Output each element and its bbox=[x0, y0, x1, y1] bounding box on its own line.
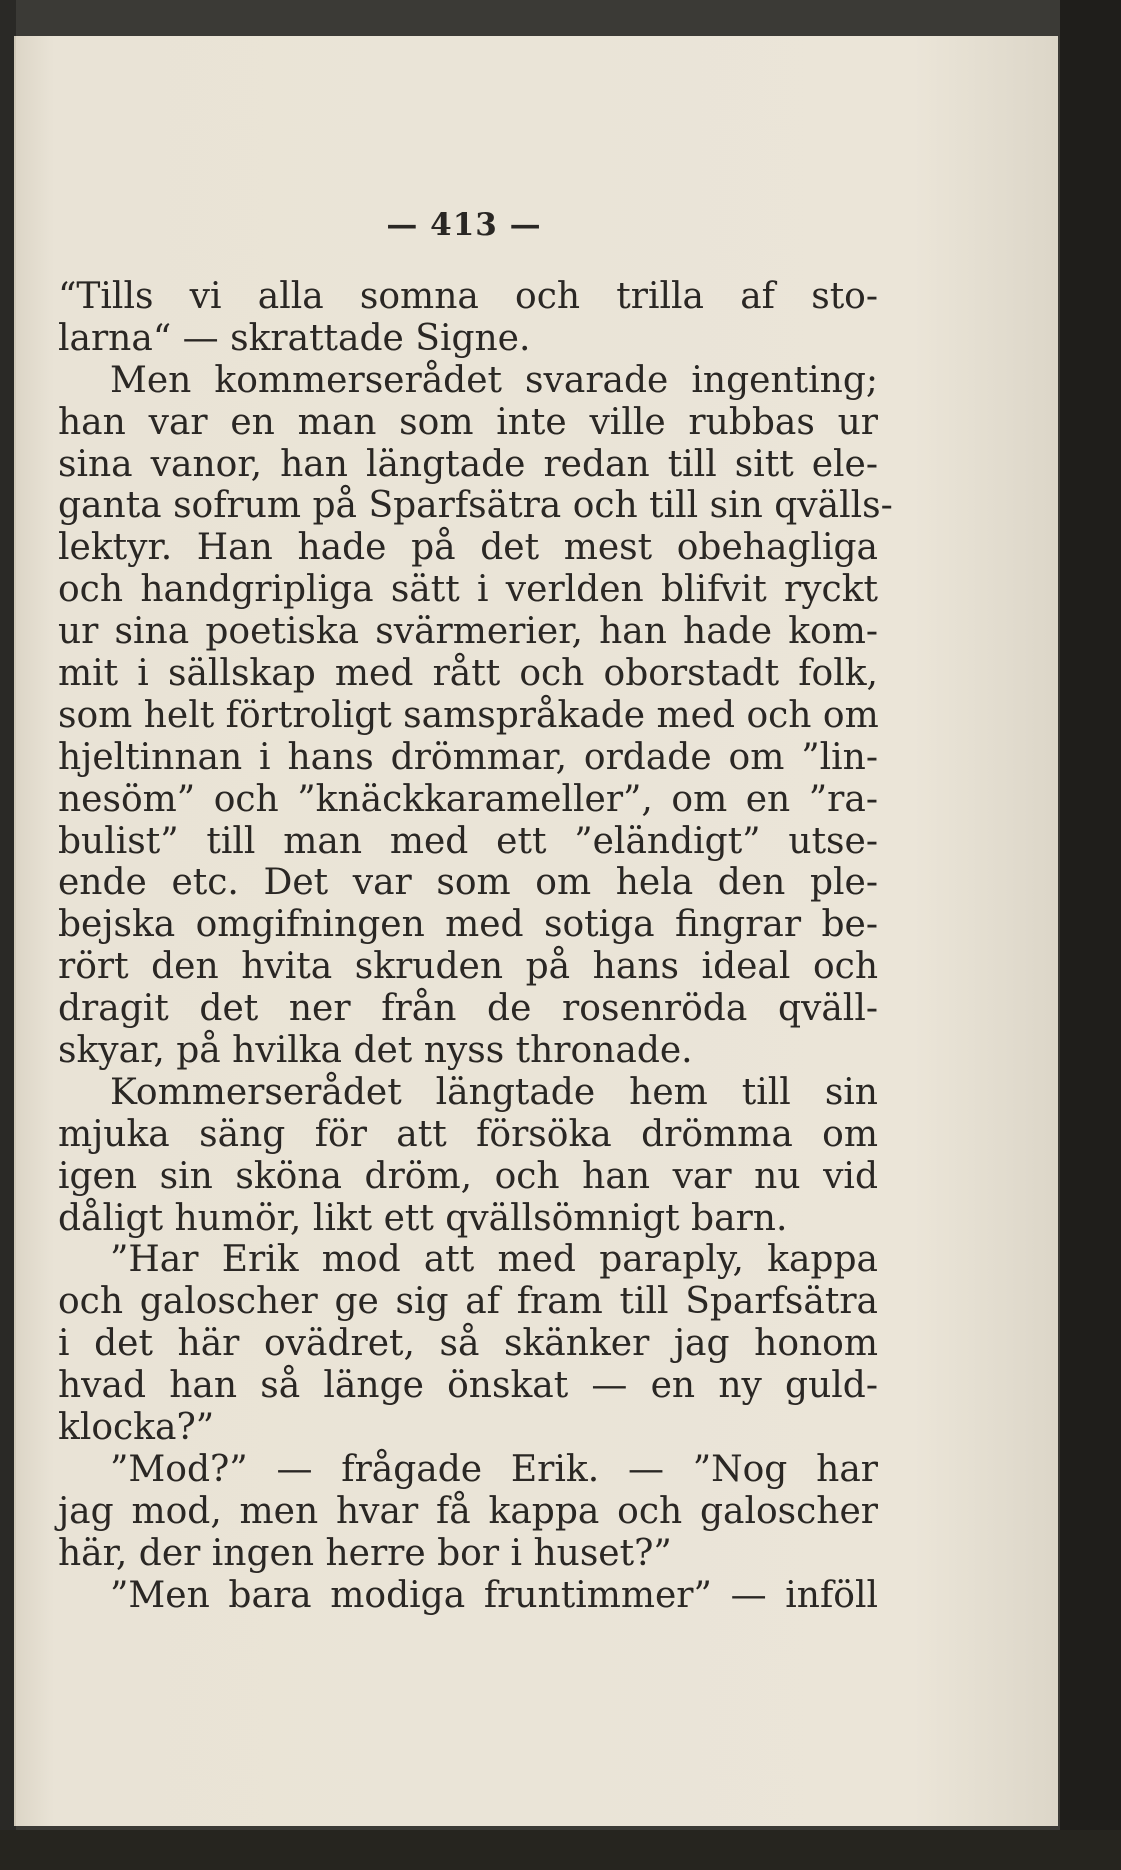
text-line: Men kommerserådet svarade ingenting; bbox=[110, 359, 878, 401]
text-line: hvad han så länge önskat — en ny guld- bbox=[58, 1365, 878, 1407]
text-line: mit i sällskap med rått och oborstadt folk, bbox=[58, 653, 878, 695]
text-line: och handgripliga sätt i verlden blifvit ryckt bbox=[58, 569, 878, 611]
text-line: som helt förtroligt samspråkade med och om bbox=[58, 694, 879, 736]
text-line: ”Men bara modiga fruntimmer” — inföll bbox=[110, 1574, 878, 1616]
text-line: larna“ — skrattade Signe. bbox=[58, 317, 531, 359]
text-line: i det här ovädret, så skänker jag honom bbox=[58, 1323, 878, 1365]
text-line: klocka?” bbox=[58, 1407, 215, 1449]
text-line: jag mod, men hvar få kappa och galoscher bbox=[58, 1490, 878, 1532]
text-line: här, der ingen herre bor i huset?” bbox=[58, 1532, 672, 1574]
scan-frame-right bbox=[1060, 0, 1121, 1870]
page-number: — 413 — bbox=[386, 207, 542, 243]
text-line: skyar, på hvilka det nyss thronade. bbox=[58, 1030, 693, 1072]
text-line: ur sina poetiska svärmerier, han hade kom- bbox=[58, 611, 878, 653]
text-line: rört den hvita skruden på hans ideal och bbox=[58, 946, 878, 988]
text-line: sina vanor, han längtade redan till sitt ele- bbox=[58, 443, 878, 485]
body-text bbox=[58, 276, 893, 1617]
book-page bbox=[14, 36, 1058, 1826]
text-line: han var en man som inte ville rubbas ur bbox=[58, 401, 878, 443]
text-line: “Tills vi alla somna och trilla af sto- bbox=[58, 276, 878, 317]
text-line: bejska omgifningen med sotiga fingrar be- bbox=[58, 904, 878, 946]
text-line: hjeltinnan i hans drömmar, ordade om ”lin- bbox=[58, 736, 878, 778]
text-line: dragit det ner från de rosenröda qväll- bbox=[58, 988, 878, 1030]
text-line: och galoscher ge sig af fram till Sparfsätra bbox=[58, 1281, 878, 1323]
text-line: lektyr. Han hade på det mest obehagliga bbox=[58, 527, 878, 569]
text-line: Kommerserådet längtade hem till sin bbox=[110, 1071, 878, 1113]
text-line: ”Har Erik mod att med paraply, kappa bbox=[110, 1239, 878, 1281]
text-line: nesöm” och ”knäckkarameller”, om en ”ra- bbox=[58, 778, 878, 820]
scan-frame-bottom bbox=[0, 1830, 1121, 1870]
text-line: mjuka säng för att försöka drömma om bbox=[58, 1113, 878, 1155]
text-line: dåligt humör, likt ett qvällsömnigt barn. bbox=[58, 1197, 788, 1239]
text-line: ende etc. Det var som om hela den ple- bbox=[58, 862, 878, 904]
text-line: bulist” till man med ett ”eländigt” utse- bbox=[58, 820, 878, 862]
text-line: ganta sofrum på Sparfsätra och till sin qvälls- bbox=[58, 485, 893, 527]
text-line: igen sin sköna dröm, och han var nu vid bbox=[58, 1155, 878, 1197]
text-line: ”Mod?” — frågade Erik. — ”Nog har bbox=[110, 1448, 878, 1490]
